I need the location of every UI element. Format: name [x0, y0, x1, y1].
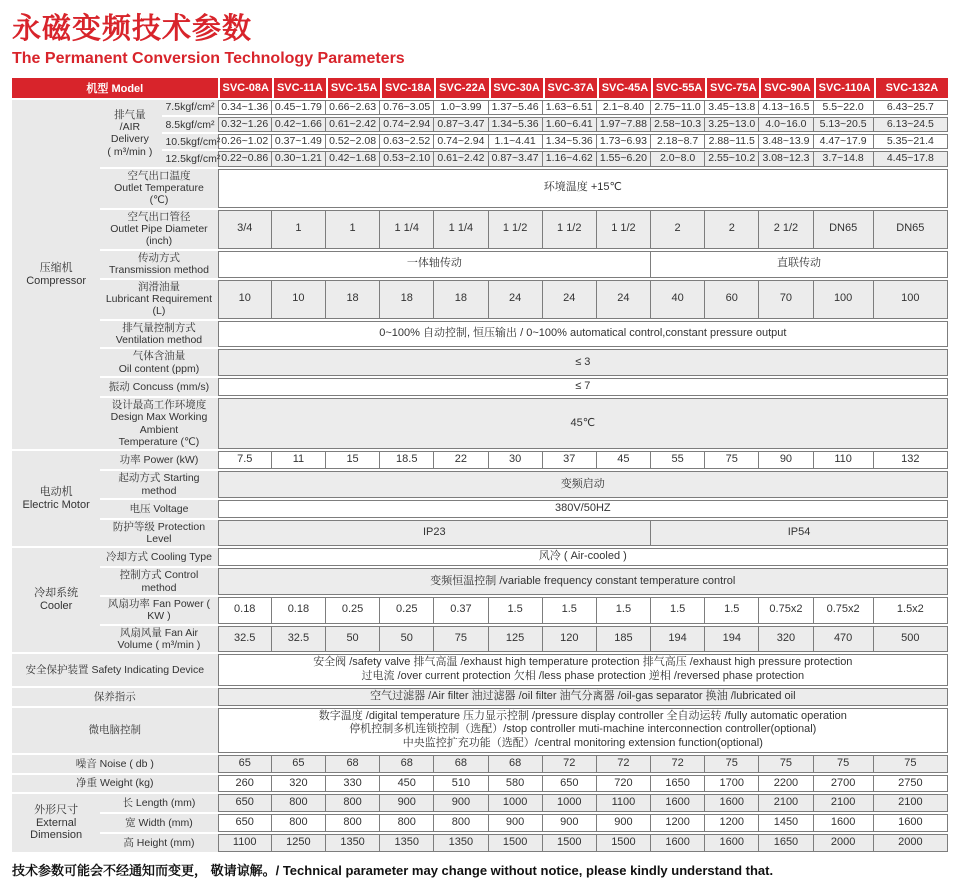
row-label: 传动方式 Transmission method — [100, 251, 217, 278]
model-column-header: SVC-45A — [597, 78, 651, 98]
value-cell: 5.13~20.5 — [814, 117, 874, 132]
row-safety-device — [12, 654, 948, 686]
value-cell: 1 1/4 — [434, 210, 488, 249]
value-cell: 2.58~10.3 — [651, 117, 705, 132]
value-cell: 900 — [597, 814, 651, 832]
value-cell: 70 — [759, 280, 813, 319]
value-cell: 1600 — [705, 834, 759, 852]
value-cell: 75 — [814, 755, 874, 773]
value-cell: 1 — [326, 210, 380, 249]
value-cell: 18 — [326, 280, 380, 319]
value-cell: 3.7~14.8 — [814, 151, 874, 166]
value-cell: 2 — [651, 210, 705, 249]
model-column-header: SVC-75A — [705, 78, 759, 98]
value-cell: 1.5 — [489, 597, 543, 624]
value-cell: 100 — [874, 280, 948, 319]
value-cell: 72 — [543, 755, 597, 773]
value-cell: 900 — [380, 794, 434, 812]
pressure-sublabel: 7.5kgf/cm² — [162, 100, 217, 115]
value-cell: 1100 — [597, 794, 651, 812]
row-label: 功率 Power (kW) — [100, 451, 217, 469]
value-cell: 0.66~2.63 — [326, 100, 380, 115]
value-cell: 320 — [759, 626, 813, 653]
value-cell: 2100 — [874, 794, 948, 812]
value-cell: 2 1/2 — [759, 210, 813, 249]
value-cell: 1200 — [705, 814, 759, 832]
value-cell: 0.18 — [218, 597, 272, 624]
row-microcomputer-control — [12, 708, 948, 753]
value-cell: 120 — [543, 626, 597, 653]
value-cell: 132 — [874, 451, 948, 469]
model-column-header: SVC-08A — [218, 78, 272, 98]
value-cell: 7.5 — [218, 451, 272, 469]
value-cell: 3.25~13.0 — [705, 117, 759, 132]
value-cell: 55 — [651, 451, 705, 469]
value-cell: 50 — [326, 626, 380, 653]
row-length — [12, 794, 948, 812]
value-cell: 800 — [434, 814, 488, 832]
value-cell: 4.0~16.0 — [759, 117, 813, 132]
value-cell: 1100 — [218, 834, 272, 852]
row-weight — [12, 775, 948, 793]
value-cell: 0.74~2.94 — [380, 117, 434, 132]
value-cell: 5.5~22.0 — [814, 100, 874, 115]
value-cell: 1000 — [543, 794, 597, 812]
value-cell: 24 — [597, 280, 651, 319]
value-cell: 0.34~1.36 — [218, 100, 272, 115]
value-cell: 6.43~25.7 — [874, 100, 948, 115]
value-cell: 0.63~2.52 — [380, 134, 434, 149]
row-label: 长 Length (mm) — [100, 794, 217, 812]
value-cell: 800 — [326, 794, 380, 812]
value-cell: 2700 — [814, 775, 874, 793]
value-cell: 0.74~2.94 — [434, 134, 488, 149]
value-cell: 330 — [326, 775, 380, 793]
value-cell: 37 — [543, 451, 597, 469]
value-cell: 2.1~8.40 — [597, 100, 651, 115]
value-cell: 2000 — [874, 834, 948, 852]
group-label: 压缩机 Compressor — [12, 100, 100, 449]
value-cell: 1.34~5.36 — [543, 134, 597, 149]
value-cell: 2000 — [814, 834, 874, 852]
row-label: 设计最高工作环境度 Design Max Working Ambient Temperature (℃) — [100, 398, 217, 450]
value-cell: 0.87~3.47 — [489, 151, 543, 166]
value-cell: 一体轴传动 — [218, 251, 651, 278]
row-label: 起动方式 Starting method — [100, 471, 217, 498]
value-cell: IP54 — [651, 520, 948, 547]
value-cell: 变频恒温控制 /variable frequency constant temperature control — [218, 568, 948, 595]
value-cell: 68 — [434, 755, 488, 773]
value-cell: 2 — [705, 210, 759, 249]
row-maintenance-indication — [12, 688, 948, 706]
value-cell: 90 — [759, 451, 813, 469]
value-cell: 3.48~13.9 — [759, 134, 813, 149]
value-cell: 0.25 — [326, 597, 380, 624]
value-cell: 1.16~4.62 — [543, 151, 597, 166]
value-cell: 65 — [218, 755, 272, 773]
page-subtitle: The Permanent Conversion Technology Parameters — [12, 50, 405, 67]
value-cell: 0.42~1.66 — [272, 117, 326, 132]
value-cell: 1650 — [651, 775, 705, 793]
value-cell: 1.55~6.20 — [597, 151, 651, 166]
table-header — [12, 78, 948, 98]
value-cell: 72 — [651, 755, 705, 773]
row-label: 排气量控制方式 Ventilation method — [100, 321, 217, 348]
value-cell: 30 — [489, 451, 543, 469]
value-cell: 18 — [434, 280, 488, 319]
value-cell: 环境温度 +15℃ — [218, 169, 948, 208]
value-cell: 1600 — [651, 834, 705, 852]
row-transmission-method — [12, 251, 948, 278]
value-cell: 510 — [434, 775, 488, 793]
value-cell: 1500 — [597, 834, 651, 852]
row-label: 风扇功率 Fan Power ( KW ) — [100, 597, 217, 624]
value-cell: 2.18~8.7 — [651, 134, 705, 149]
value-cell: 320 — [272, 775, 326, 793]
row-label: 风扇风量 Fan Air Volume ( m³/min ) — [100, 626, 217, 653]
value-cell: 65 — [272, 755, 326, 773]
value-cell: 720 — [597, 775, 651, 793]
value-cell: 0.25 — [380, 597, 434, 624]
value-cell: 650 — [543, 775, 597, 793]
value-cell: 1.5 — [651, 597, 705, 624]
row-label: 润滑油量 Lubricant Requirement (L) — [100, 280, 217, 319]
value-cell: 0.26~1.02 — [218, 134, 272, 149]
value-cell: 68 — [380, 755, 434, 773]
value-cell: 0.61~2.42 — [434, 151, 488, 166]
row-noise — [12, 755, 948, 773]
value-cell: 11 — [272, 451, 326, 469]
value-cell: 4.45~17.8 — [874, 151, 948, 166]
value-cell: 0.87~3.47 — [434, 117, 488, 132]
value-cell: 125 — [489, 626, 543, 653]
table-body — [12, 100, 948, 852]
value-cell: 650 — [218, 814, 272, 832]
value-cell: 800 — [380, 814, 434, 832]
value-cell: 1 1/4 — [380, 210, 434, 249]
value-cell: 68 — [326, 755, 380, 773]
value-cell: 6.13~24.5 — [874, 117, 948, 132]
value-cell: 1.5x2 — [874, 597, 948, 624]
value-cell: 32.5 — [218, 626, 272, 653]
model-column-header: SVC-90A — [759, 78, 813, 98]
value-cell: 1350 — [326, 834, 380, 852]
pressure-sublabel: 8.5kgf/cm² — [162, 117, 217, 132]
value-cell: 800 — [272, 794, 326, 812]
row-design-max-ambient — [12, 398, 948, 450]
value-cell: 2.0~8.0 — [651, 151, 705, 166]
value-cell: 3.45~13.8 — [705, 100, 759, 115]
value-cell: 40 — [651, 280, 705, 319]
value-cell: 0.37~1.49 — [272, 134, 326, 149]
value-cell: 1600 — [874, 814, 948, 832]
value-cell: 1600 — [705, 794, 759, 812]
value-cell: 650 — [218, 794, 272, 812]
value-cell: 18.5 — [380, 451, 434, 469]
row-ventilation-method — [12, 321, 948, 348]
row-label: 振动 Concuss (mm/s) — [100, 378, 217, 396]
row-voltage — [12, 500, 948, 518]
value-cell: 800 — [326, 814, 380, 832]
value-cell: 变频启动 — [218, 471, 948, 498]
value-cell: 110 — [814, 451, 874, 469]
value-cell: 1.5 — [705, 597, 759, 624]
value-cell: 1500 — [543, 834, 597, 852]
row-cooling-type — [12, 548, 948, 566]
value-cell: 75 — [705, 755, 759, 773]
value-cell: ≤ 7 — [218, 378, 948, 396]
value-cell: 580 — [489, 775, 543, 793]
value-cell: 0.32~1.26 — [218, 117, 272, 132]
row-label: 控制方式 Control method — [100, 568, 217, 595]
model-header-cell: 机型 Model — [12, 78, 218, 98]
value-cell: DN65 — [874, 210, 948, 249]
value-cell: 185 — [597, 626, 651, 653]
value-cell: 2750 — [874, 775, 948, 793]
value-cell: 45 — [597, 451, 651, 469]
pressure-sublabel: 12.5kgf/cm² — [162, 151, 217, 166]
row-fan-air-volume — [12, 626, 948, 653]
row-label: 保养指示 — [12, 688, 218, 706]
row-label: 高 Height (mm) — [100, 834, 217, 852]
value-cell: 60 — [705, 280, 759, 319]
value-cell: 10 — [218, 280, 272, 319]
value-cell: 1350 — [434, 834, 488, 852]
row-outlet-pipe-diameter — [12, 210, 948, 249]
row-label: 微电脑控制 — [12, 708, 218, 753]
value-cell: 0.53~2.10 — [380, 151, 434, 166]
value-cell: 2.75~11.0 — [651, 100, 705, 115]
page-title: 永磁变频技术参数 — [12, 13, 253, 45]
value-cell: 194 — [651, 626, 705, 653]
value-cell: 0.61~2.42 — [326, 117, 380, 132]
value-cell: 75 — [759, 755, 813, 773]
value-cell: 470 — [814, 626, 874, 653]
value-cell: 1.63~6.51 — [543, 100, 597, 115]
value-cell: 1.1~4.41 — [489, 134, 543, 149]
row-control-method — [12, 568, 948, 595]
value-cell: 1500 — [489, 834, 543, 852]
value-cell: 1.0~3.99 — [434, 100, 488, 115]
model-column-header: SVC-11A — [272, 78, 326, 98]
row-delivery-7-5 — [12, 100, 948, 115]
model-column-header: SVC-30A — [489, 78, 543, 98]
value-cell: 75 — [705, 451, 759, 469]
value-cell: 1.97~7.88 — [597, 117, 651, 132]
value-cell: 1 1/2 — [543, 210, 597, 249]
value-cell: 4.13~16.5 — [759, 100, 813, 115]
value-cell: 直联传动 — [651, 251, 948, 278]
value-cell: 50 — [380, 626, 434, 653]
value-cell: 0.75x2 — [814, 597, 874, 624]
value-cell: 18 — [380, 280, 434, 319]
value-cell: 0.30~1.21 — [272, 151, 326, 166]
value-cell: IP23 — [218, 520, 651, 547]
model-column-header: SVC-55A — [651, 78, 705, 98]
value-cell: 0.37 — [434, 597, 488, 624]
value-cell: 1000 — [489, 794, 543, 812]
value-cell: ≤ 3 — [218, 349, 948, 376]
value-cell: 2200 — [759, 775, 813, 793]
row-label: 气体含油量 Oil content (ppm) — [100, 349, 217, 376]
value-cell: 900 — [543, 814, 597, 832]
value-cell: 1 — [272, 210, 326, 249]
value-cell: 0.75x2 — [759, 597, 813, 624]
value-cell: 0.22~0.86 — [218, 151, 272, 166]
value-cell: 800 — [272, 814, 326, 832]
row-concuss — [12, 378, 948, 396]
value-cell: 450 — [380, 775, 434, 793]
row-width — [12, 814, 948, 832]
value-cell: 500 — [874, 626, 948, 653]
row-label: 冷却方式 Cooling Type — [100, 548, 217, 566]
row-label: 排气量 /AIR Delivery ( m³/min ) — [100, 100, 162, 167]
row-label: 空气出口温度 Outlet Temperature (℃) — [100, 169, 217, 208]
value-cell: 10 — [272, 280, 326, 319]
row-power — [12, 451, 948, 469]
value-cell: 194 — [705, 626, 759, 653]
group-label: 电动机 Electric Motor — [12, 451, 100, 546]
value-cell: 24 — [543, 280, 597, 319]
model-column-header: SVC-18A — [380, 78, 434, 98]
value-cell: 15 — [326, 451, 380, 469]
value-cell: 1.73~6.93 — [597, 134, 651, 149]
row-label: 净重 Weight (kg) — [12, 775, 218, 793]
row-label: 电压 Voltage — [100, 500, 217, 518]
value-cell: 1 1/2 — [489, 210, 543, 249]
header-row — [12, 78, 948, 98]
value-cell: 1200 — [651, 814, 705, 832]
row-starting-method — [12, 471, 948, 498]
value-cell: 0.42~1.68 — [326, 151, 380, 166]
value-cell: 风冷 ( Air-cooled ) — [218, 548, 948, 566]
row-height — [12, 834, 948, 852]
model-column-header: SVC-15A — [326, 78, 380, 98]
value-cell: 0~100% 自动控制, 恒压输出 / 0~100% automatical control,constant pressure output — [218, 321, 948, 348]
value-cell: 1.37~5.46 — [489, 100, 543, 115]
value-cell: 3/4 — [218, 210, 272, 249]
value-cell: 0.76~3.05 — [380, 100, 434, 115]
value-cell: 260 — [218, 775, 272, 793]
value-cell: DN65 — [814, 210, 874, 249]
value-cell: 0.45~1.79 — [272, 100, 326, 115]
value-cell: 22 — [434, 451, 488, 469]
value-cell: 2.55~10.2 — [705, 151, 759, 166]
row-label: 噪音 Noise ( db ) — [12, 755, 218, 773]
value-cell: 4.47~17.9 — [814, 134, 874, 149]
value-cell: 45℃ — [218, 398, 948, 450]
row-label: 防护等级 Protection Level — [100, 520, 217, 547]
row-outlet-temperature — [12, 169, 948, 208]
row-lubricant-requirement — [12, 280, 948, 319]
row-label: 安全保护装置 Safety Indicating Device — [12, 654, 218, 686]
row-protection-level — [12, 520, 948, 547]
value-cell: 1600 — [651, 794, 705, 812]
value-cell: 1.5 — [543, 597, 597, 624]
value-cell: 100 — [814, 280, 874, 319]
value-cell: 数字温度 /digital temperature 压力显示控制 /pressure display controller 全自动运转 /fully automatic operation 停机控制多机连锁控制（选配）/stop controller muti-machine interconnection controller(optional) 中央监控扩充功能（选配）/central monitoring extension function(optional) — [218, 708, 948, 753]
value-cell: 72 — [597, 755, 651, 773]
value-cell: 安全阀 /safety valve 排气高温 /exhaust high temperature protection 排气高压 /exhaust high pressure protection 过电流 /over current protection 欠相 /less phase protection 逆相 /reversed phase protection — [218, 654, 948, 686]
value-cell: 380V/50HZ — [218, 500, 948, 518]
value-cell: 32.5 — [272, 626, 326, 653]
model-column-header: SVC-110A — [814, 78, 874, 98]
value-cell: 68 — [489, 755, 543, 773]
value-cell: 75 — [434, 626, 488, 653]
value-cell: 900 — [434, 794, 488, 812]
footer-note: 技术参数可能会不经通知而变更， 敬请谅解。/ Technical parameter may change without notice, please kindly understand that. — [12, 862, 774, 878]
parameters-table — [12, 76, 948, 854]
pressure-sublabel: 10.5kgf/cm² — [162, 134, 217, 149]
model-column-header: SVC-37A — [543, 78, 597, 98]
value-cell: 1.5 — [597, 597, 651, 624]
value-cell: 0.18 — [272, 597, 326, 624]
value-cell: 1350 — [380, 834, 434, 852]
value-cell: 1450 — [759, 814, 813, 832]
value-cell: 1.60~6.41 — [543, 117, 597, 132]
row-label: 宽 Width (mm) — [100, 814, 217, 832]
value-cell: 900 — [489, 814, 543, 832]
model-column-header: SVC-132A — [874, 78, 948, 98]
value-cell: 75 — [874, 755, 948, 773]
value-cell: 3.08~12.3 — [759, 151, 813, 166]
value-cell: 1250 — [272, 834, 326, 852]
row-fan-power — [12, 597, 948, 624]
value-cell: 1650 — [759, 834, 813, 852]
value-cell: 24 — [489, 280, 543, 319]
value-cell: 1.34~5.36 — [489, 117, 543, 132]
value-cell: 2100 — [814, 794, 874, 812]
value-cell: 1700 — [705, 775, 759, 793]
row-oil-content — [12, 349, 948, 376]
value-cell: 5.35~21.4 — [874, 134, 948, 149]
value-cell: 1 1/2 — [597, 210, 651, 249]
value-cell: 0.52~2.08 — [326, 134, 380, 149]
group-label: 外形尺寸 External Dimension — [12, 794, 100, 851]
value-cell: 2.88~11.5 — [705, 134, 759, 149]
value-cell: 2100 — [759, 794, 813, 812]
row-label: 空气出口管径 Outlet Pipe Diameter (inch) — [100, 210, 217, 249]
model-column-header: SVC-22A — [434, 78, 488, 98]
value-cell: 1600 — [814, 814, 874, 832]
value-cell: 空气过滤器 /Air filter 油过滤器 /oil filter 油气分离器 /oil-gas separator 换油 /lubricated oil — [218, 688, 948, 706]
group-label: 冷却系统 Cooler — [12, 548, 100, 652]
